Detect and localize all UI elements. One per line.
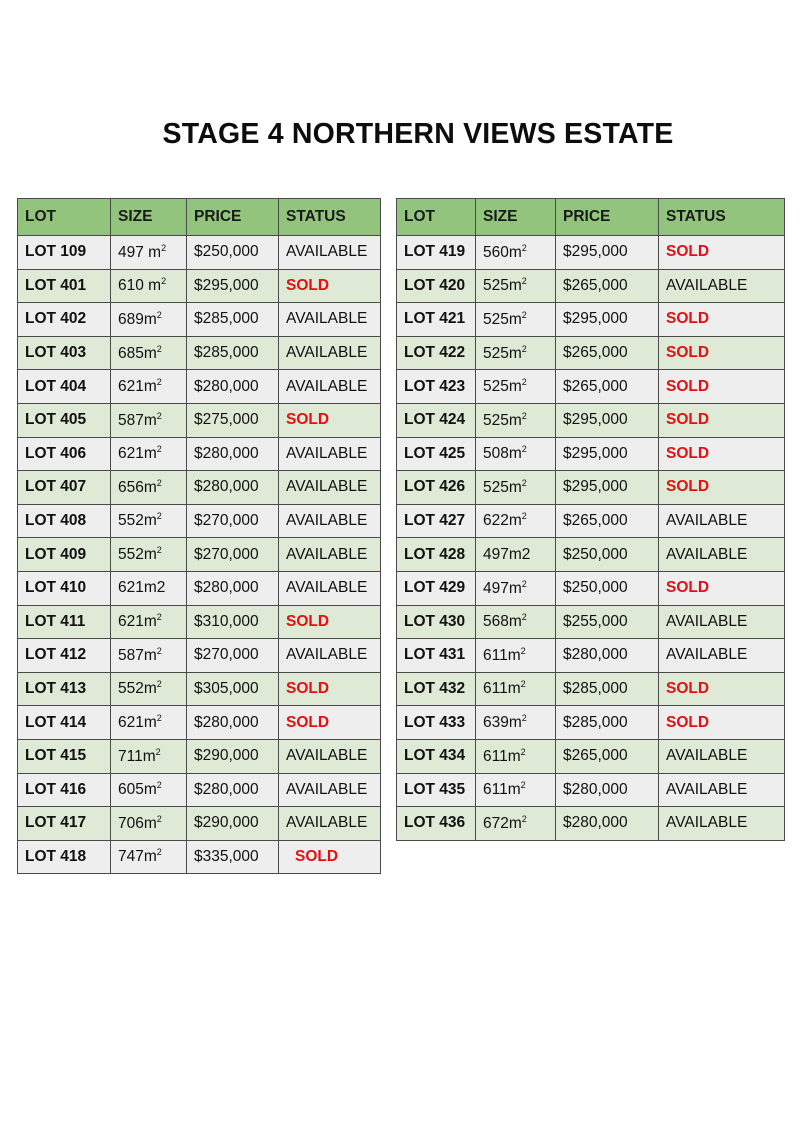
lot-cell: LOT 435 (397, 773, 476, 807)
price-cell: $295,000 (556, 437, 659, 471)
size-value: 525m (483, 411, 522, 429)
size-cell (476, 269, 556, 303)
status-cell: AVAILABLE (659, 773, 785, 807)
price-cell: $305,000 (187, 672, 279, 706)
size-cell (476, 807, 556, 841)
table-row (18, 672, 381, 706)
lot-cell: LOT 406 (18, 437, 111, 471)
price-cell: $280,000 (556, 807, 659, 841)
size-value: 747m (118, 848, 157, 866)
table-row (18, 437, 381, 471)
size-unit-exponent: 2 (521, 444, 527, 455)
size-unit-exponent: 2 (520, 746, 526, 757)
size-cell (476, 303, 556, 337)
lot-cell: LOT 403 (18, 336, 111, 370)
table-row (18, 236, 381, 270)
price-cell: $290,000 (187, 739, 279, 773)
price-cell: $280,000 (187, 370, 279, 404)
lot-cell: LOT 418 (18, 840, 111, 874)
size-cell (111, 236, 187, 270)
size-value: 611m (483, 781, 521, 799)
lot-cell: LOT 407 (18, 471, 111, 505)
header-price: PRICE (556, 199, 659, 236)
status-cell: AVAILABLE (279, 471, 381, 505)
size-cell (476, 773, 556, 807)
table-row (18, 807, 381, 841)
price-cell: $280,000 (187, 706, 279, 740)
status-cell: SOLD (659, 437, 785, 471)
price-cell: $280,000 (187, 437, 279, 471)
size-cell (476, 571, 556, 605)
size-cell (111, 538, 187, 572)
status-cell: SOLD (279, 605, 381, 639)
lot-cell: LOT 428 (397, 538, 476, 572)
size-unit-exponent: 2 (520, 780, 526, 791)
size-value: 525m (483, 378, 522, 396)
size-value: 552m (118, 680, 157, 698)
table-row (18, 303, 381, 337)
size-cell (111, 336, 187, 370)
size-value: 552m (118, 512, 157, 530)
size-cell (476, 672, 556, 706)
size-cell (111, 403, 187, 437)
size-unit-exponent: 2 (155, 746, 161, 757)
size-unit-exponent: 2 (156, 377, 162, 388)
table-row (18, 370, 381, 404)
table-row (397, 773, 785, 807)
lot-cell: LOT 109 (18, 236, 111, 270)
header-status: STATUS (279, 199, 381, 236)
size-cell (111, 706, 187, 740)
status-cell: AVAILABLE (279, 504, 381, 538)
status-cell: AVAILABLE (279, 336, 381, 370)
size-value: 689m (118, 311, 157, 329)
table-row (397, 403, 785, 437)
lot-cell: LOT 401 (18, 269, 111, 303)
table-row (18, 739, 381, 773)
header-lot: LOT (397, 199, 476, 236)
lot-cell: LOT 405 (18, 403, 111, 437)
size-cell (111, 639, 187, 673)
size-unit-exponent: 2 (521, 511, 527, 522)
table-row (18, 605, 381, 639)
header-size: SIZE (111, 199, 187, 236)
table-row (18, 403, 381, 437)
price-cell: $280,000 (187, 773, 279, 807)
status-cell: SOLD (659, 336, 785, 370)
table-row (18, 840, 381, 874)
size-value: 552m (118, 546, 157, 564)
table-row (397, 639, 785, 673)
size-cell (476, 336, 556, 370)
size-cell (476, 236, 556, 270)
size-unit-exponent: 2 (521, 309, 527, 320)
lot-cell: LOT 421 (397, 303, 476, 337)
size-cell (111, 773, 187, 807)
price-cell: $285,000 (556, 706, 659, 740)
size-cell (476, 370, 556, 404)
price-cell: $250,000 (556, 538, 659, 572)
header-lot: LOT (18, 199, 111, 236)
price-cell: $335,000 (187, 840, 279, 874)
lots-table-left (17, 198, 381, 874)
page-title: STAGE 4 NORTHERN VIEWS ESTATE (162, 118, 674, 150)
size-value: 611m (483, 747, 521, 765)
status-cell: SOLD (659, 236, 785, 270)
table-row (397, 807, 785, 841)
status-cell: AVAILABLE (279, 538, 381, 572)
lot-cell: LOT 422 (397, 336, 476, 370)
size-value: 568m (483, 613, 522, 631)
table-row (397, 706, 785, 740)
size-unit-exponent: 2 (156, 713, 162, 724)
table-row (18, 773, 381, 807)
price-cell: $270,000 (187, 504, 279, 538)
lot-cell: LOT 402 (18, 303, 111, 337)
lot-cell: LOT 427 (397, 504, 476, 538)
header-status: STATUS (659, 199, 785, 236)
status-cell: AVAILABLE (659, 269, 785, 303)
table-row (18, 571, 381, 605)
status-cell: SOLD (279, 706, 381, 740)
lot-cell: LOT 412 (18, 639, 111, 673)
lot-cell: LOT 433 (397, 706, 476, 740)
table-row (397, 303, 785, 337)
status-cell: AVAILABLE (659, 538, 785, 572)
lot-cell: LOT 413 (18, 672, 111, 706)
table-row (397, 571, 785, 605)
table-row (18, 504, 381, 538)
status-cell: AVAILABLE (279, 639, 381, 673)
lot-cell: LOT 417 (18, 807, 111, 841)
status-cell: SOLD (279, 403, 381, 437)
status-cell: SOLD (659, 303, 785, 337)
price-cell: $265,000 (556, 739, 659, 773)
size-unit-exponent: 2 (521, 242, 527, 253)
table-row (397, 538, 785, 572)
header-row (18, 199, 381, 236)
size-value: 621m (118, 445, 157, 463)
price-cell: $250,000 (187, 236, 279, 270)
lot-cell: LOT 420 (397, 269, 476, 303)
status-cell: AVAILABLE (279, 437, 381, 471)
lot-cell: LOT 426 (397, 471, 476, 505)
size-unit-exponent: 2 (156, 410, 162, 421)
size-value: 621m (118, 613, 157, 631)
size-cell (111, 739, 187, 773)
size-value: 587m (118, 411, 157, 429)
price-cell: $310,000 (187, 605, 279, 639)
price-cell: $280,000 (187, 471, 279, 505)
size-cell (111, 605, 187, 639)
table-row (18, 706, 381, 740)
size-unit-exponent: 2 (156, 309, 162, 320)
status-cell: AVAILABLE (659, 605, 785, 639)
size-cell (111, 471, 187, 505)
size-cell (111, 269, 187, 303)
status-cell: SOLD (659, 370, 785, 404)
price-cell: $295,000 (556, 236, 659, 270)
size-unit-exponent: 2 (156, 444, 162, 455)
size-unit-exponent: 2 (521, 713, 527, 724)
size-unit-exponent: 2 (521, 343, 527, 354)
size-value: 611m (483, 647, 521, 664)
size-unit-exponent: 2 (521, 813, 527, 824)
size-value: 611m (483, 680, 521, 698)
price-cell: $295,000 (556, 471, 659, 505)
table-body (397, 236, 785, 841)
price-cell: $280,000 (187, 571, 279, 605)
size-cell (111, 672, 187, 706)
lots-table-right (396, 198, 785, 841)
header-size: SIZE (476, 199, 556, 236)
size-cell (111, 840, 187, 874)
price-cell: $270,000 (187, 538, 279, 572)
size-value: 497m (483, 579, 522, 597)
status-cell: AVAILABLE (659, 739, 785, 773)
lot-cell: LOT 430 (397, 605, 476, 639)
price-cell: $290,000 (187, 807, 279, 841)
price-cell: $295,000 (556, 403, 659, 437)
table-row (18, 269, 381, 303)
size-value: 605m (118, 781, 157, 799)
lot-cell: LOT 416 (18, 773, 111, 807)
table-row (397, 370, 785, 404)
status-cell: SOLD (659, 672, 785, 706)
price-cell: $295,000 (556, 303, 659, 337)
status-cell: SOLD (279, 269, 381, 303)
table-row (397, 739, 785, 773)
size-value: 525m (483, 344, 522, 362)
lot-cell: LOT 425 (397, 437, 476, 471)
size-cell (111, 504, 187, 538)
lot-cell: LOT 415 (18, 739, 111, 773)
size-value: 525m (483, 479, 522, 497)
size-unit-exponent: 2 (156, 645, 162, 656)
header-price: PRICE (187, 199, 279, 236)
size-unit-exponent: 2 (521, 276, 527, 287)
size-cell (111, 437, 187, 471)
status-cell: AVAILABLE (279, 807, 381, 841)
price-cell: $285,000 (187, 336, 279, 370)
price-cell: $285,000 (187, 303, 279, 337)
price-cell: $250,000 (556, 571, 659, 605)
size-value: 610 m (118, 277, 162, 295)
status-cell: SOLD (659, 571, 785, 605)
size-unit-exponent: 2 (156, 511, 162, 522)
status-cell: AVAILABLE (279, 739, 381, 773)
size-value: 656m (118, 479, 157, 497)
size-unit-exponent: 2 (156, 780, 162, 791)
status-cell: SOLD (659, 403, 785, 437)
lot-cell: LOT 409 (18, 538, 111, 572)
status-cell: SOLD (659, 706, 785, 740)
size-unit-exponent: 2 (161, 276, 167, 287)
size-value: 508m (483, 445, 522, 463)
status-cell: AVAILABLE (659, 639, 785, 673)
size-value: 560m (483, 243, 522, 261)
size-cell (111, 370, 187, 404)
size-unit-exponent: 2 (156, 813, 162, 824)
size-cell (476, 437, 556, 471)
lot-cell: LOT 411 (18, 605, 111, 639)
status-cell: AVAILABLE (279, 303, 381, 337)
size-value: 497 m (118, 243, 162, 261)
status-cell: AVAILABLE (659, 807, 785, 841)
lot-cell: LOT 424 (397, 403, 476, 437)
size-unit-exponent: 2 (521, 410, 527, 421)
table-row (397, 236, 785, 270)
size-value: 685m (118, 344, 157, 362)
table-row (18, 538, 381, 572)
table-row (397, 269, 785, 303)
price-cell: $285,000 (556, 672, 659, 706)
lot-cell: LOT 408 (18, 504, 111, 538)
size-value: 622m (483, 512, 522, 530)
header-row (397, 199, 785, 236)
size-cell (476, 403, 556, 437)
price-cell: $265,000 (556, 370, 659, 404)
table-row (18, 471, 381, 505)
table-row (397, 605, 785, 639)
price-cell: $270,000 (187, 639, 279, 673)
size-value: 587m (118, 647, 157, 664)
size-unit-exponent: 2 (521, 477, 527, 488)
table-row (397, 336, 785, 370)
lot-cell: LOT 429 (397, 571, 476, 605)
size-cell (476, 538, 556, 572)
table-row (397, 504, 785, 538)
table-row (397, 672, 785, 706)
size-unit-exponent: 2 (156, 612, 162, 623)
table-row (18, 639, 381, 673)
status-cell: SOLD (659, 471, 785, 505)
size-value: 497m2 (483, 545, 531, 563)
status-cell: SOLD (279, 672, 381, 706)
size-unit-exponent: 2 (521, 578, 527, 589)
lot-cell: LOT 414 (18, 706, 111, 740)
size-cell (111, 303, 187, 337)
size-value: 621m (118, 378, 157, 396)
size-value: 525m (483, 277, 522, 295)
size-cell (476, 706, 556, 740)
lot-cell: LOT 431 (397, 639, 476, 673)
size-cell (476, 605, 556, 639)
size-cell (111, 571, 187, 605)
size-value: 525m (483, 311, 522, 329)
size-value: 672m (483, 814, 522, 832)
table-row (397, 471, 785, 505)
size-cell (476, 639, 556, 673)
lot-cell: LOT 410 (18, 571, 111, 605)
price-cell: $275,000 (187, 403, 279, 437)
size-unit-exponent: 2 (156, 679, 162, 690)
size-cell (476, 504, 556, 538)
price-cell: $295,000 (187, 269, 279, 303)
size-cell (476, 739, 556, 773)
size-unit-exponent: 2 (521, 612, 527, 623)
size-cell (111, 807, 187, 841)
size-unit-exponent: 2 (156, 477, 162, 488)
size-value: 706m (118, 814, 157, 832)
lot-cell: LOT 436 (397, 807, 476, 841)
size-value: 621m (118, 714, 157, 732)
size-unit-exponent: 2 (520, 645, 526, 656)
size-value: 621m2 (118, 579, 166, 597)
lot-cell: LOT 419 (397, 236, 476, 270)
status-cell: AVAILABLE (279, 370, 381, 404)
size-unit-exponent: 2 (520, 679, 526, 690)
status-cell: AVAILABLE (279, 236, 381, 270)
status-cell: SOLD (279, 840, 381, 874)
table-body (18, 236, 381, 874)
lot-cell: LOT 423 (397, 370, 476, 404)
price-cell: $265,000 (556, 269, 659, 303)
size-unit-exponent: 2 (156, 847, 162, 858)
status-cell: AVAILABLE (279, 773, 381, 807)
lot-cell: LOT 434 (397, 739, 476, 773)
price-cell: $265,000 (556, 336, 659, 370)
price-cell: $265,000 (556, 504, 659, 538)
price-cell: $280,000 (556, 639, 659, 673)
size-cell (476, 471, 556, 505)
price-cell: $255,000 (556, 605, 659, 639)
table-row (18, 336, 381, 370)
status-cell: AVAILABLE (659, 504, 785, 538)
size-unit-exponent: 2 (161, 242, 167, 253)
lot-cell: LOT 432 (397, 672, 476, 706)
table-row (397, 437, 785, 471)
status-cell: AVAILABLE (279, 571, 381, 605)
size-unit-exponent: 2 (521, 377, 527, 388)
price-cell: $280,000 (556, 773, 659, 807)
lot-cell: LOT 404 (18, 370, 111, 404)
size-unit-exponent: 2 (156, 545, 162, 556)
size-value: 711m (118, 747, 156, 765)
size-value: 639m (483, 714, 522, 732)
size-unit-exponent: 2 (156, 343, 162, 354)
